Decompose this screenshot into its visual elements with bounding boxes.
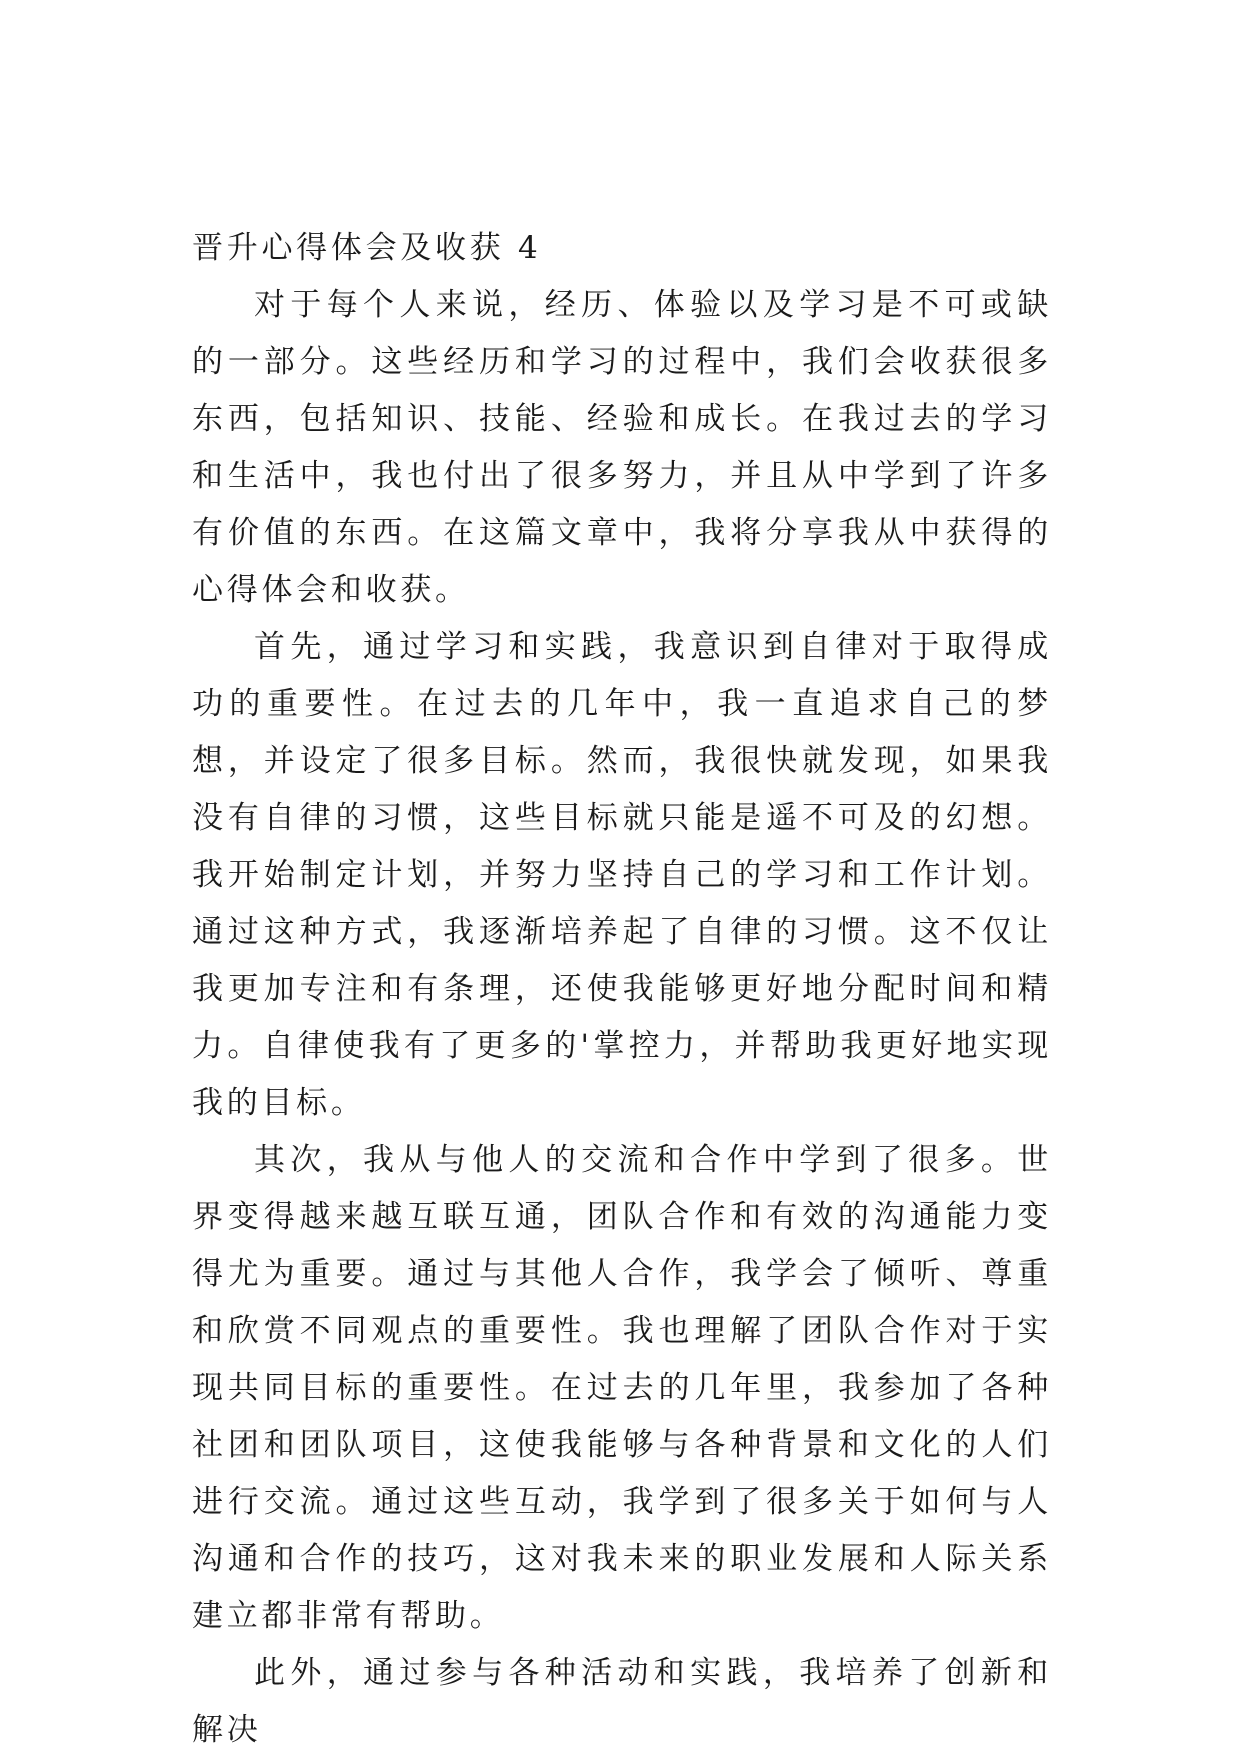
paragraph-3: 其次，我从与他人的交流和合作中学到了很多。世界变得越来越互联互通，团队合作和有效的沟通能力变得尤为重要。通过与其他人合作，我学会了倾听、尊重和欣赏不同观点的重要性。我也理解了团队合作对于实现共同目标的重要性。在过去的几年里，我参加了各种社团和团队项目，这使我能够与各种背景和文化的人们进行交流。通过这些互动，我学到了很多关于如何与人沟通和合作的技巧，这对我未来的职业发展和人际关系建立都非常有帮助。 [192, 1142, 1052, 1634]
paragraph-4: 此外，通过参与各种活动和实践，我培养了创新和解决 [192, 1655, 1052, 1748]
document-body [192, 220, 1052, 1759]
document-title: 晋升心得体会及收获 4 [192, 230, 542, 266]
paragraph-1: 对于每个人来说，经历、体验以及学习是不可或缺的一部分。这些经历和学习的过程中，我们会收获很多东西，包括知识、技能、经验和成长。在我过去的学习和生活中，我也付出了很多努力，并且从中学到了许多有价值的东西。在这篇文章中，我将分享我从中获得的心得体会和收获。 [192, 287, 1052, 608]
paragraph-2: 首先，通过学习和实践，我意识到自律对于取得成功的重要性。在过去的几年中，我一直追求自己的梦想，并设定了很多目标。然而，我很快就发现，如果我没有自律的习惯，这些目标就只能是遥不可及的幻想。我开始制定计划，并努力坚持自己的学习和工作计划。通过这种方式，我逐渐培养起了自律的习惯。这不仅让我更加专注和有条理，还使我能够更好地分配时间和精力。自律使我有了更多的'掌控力，并帮助我更好地实现我的目标。 [192, 629, 1052, 1121]
